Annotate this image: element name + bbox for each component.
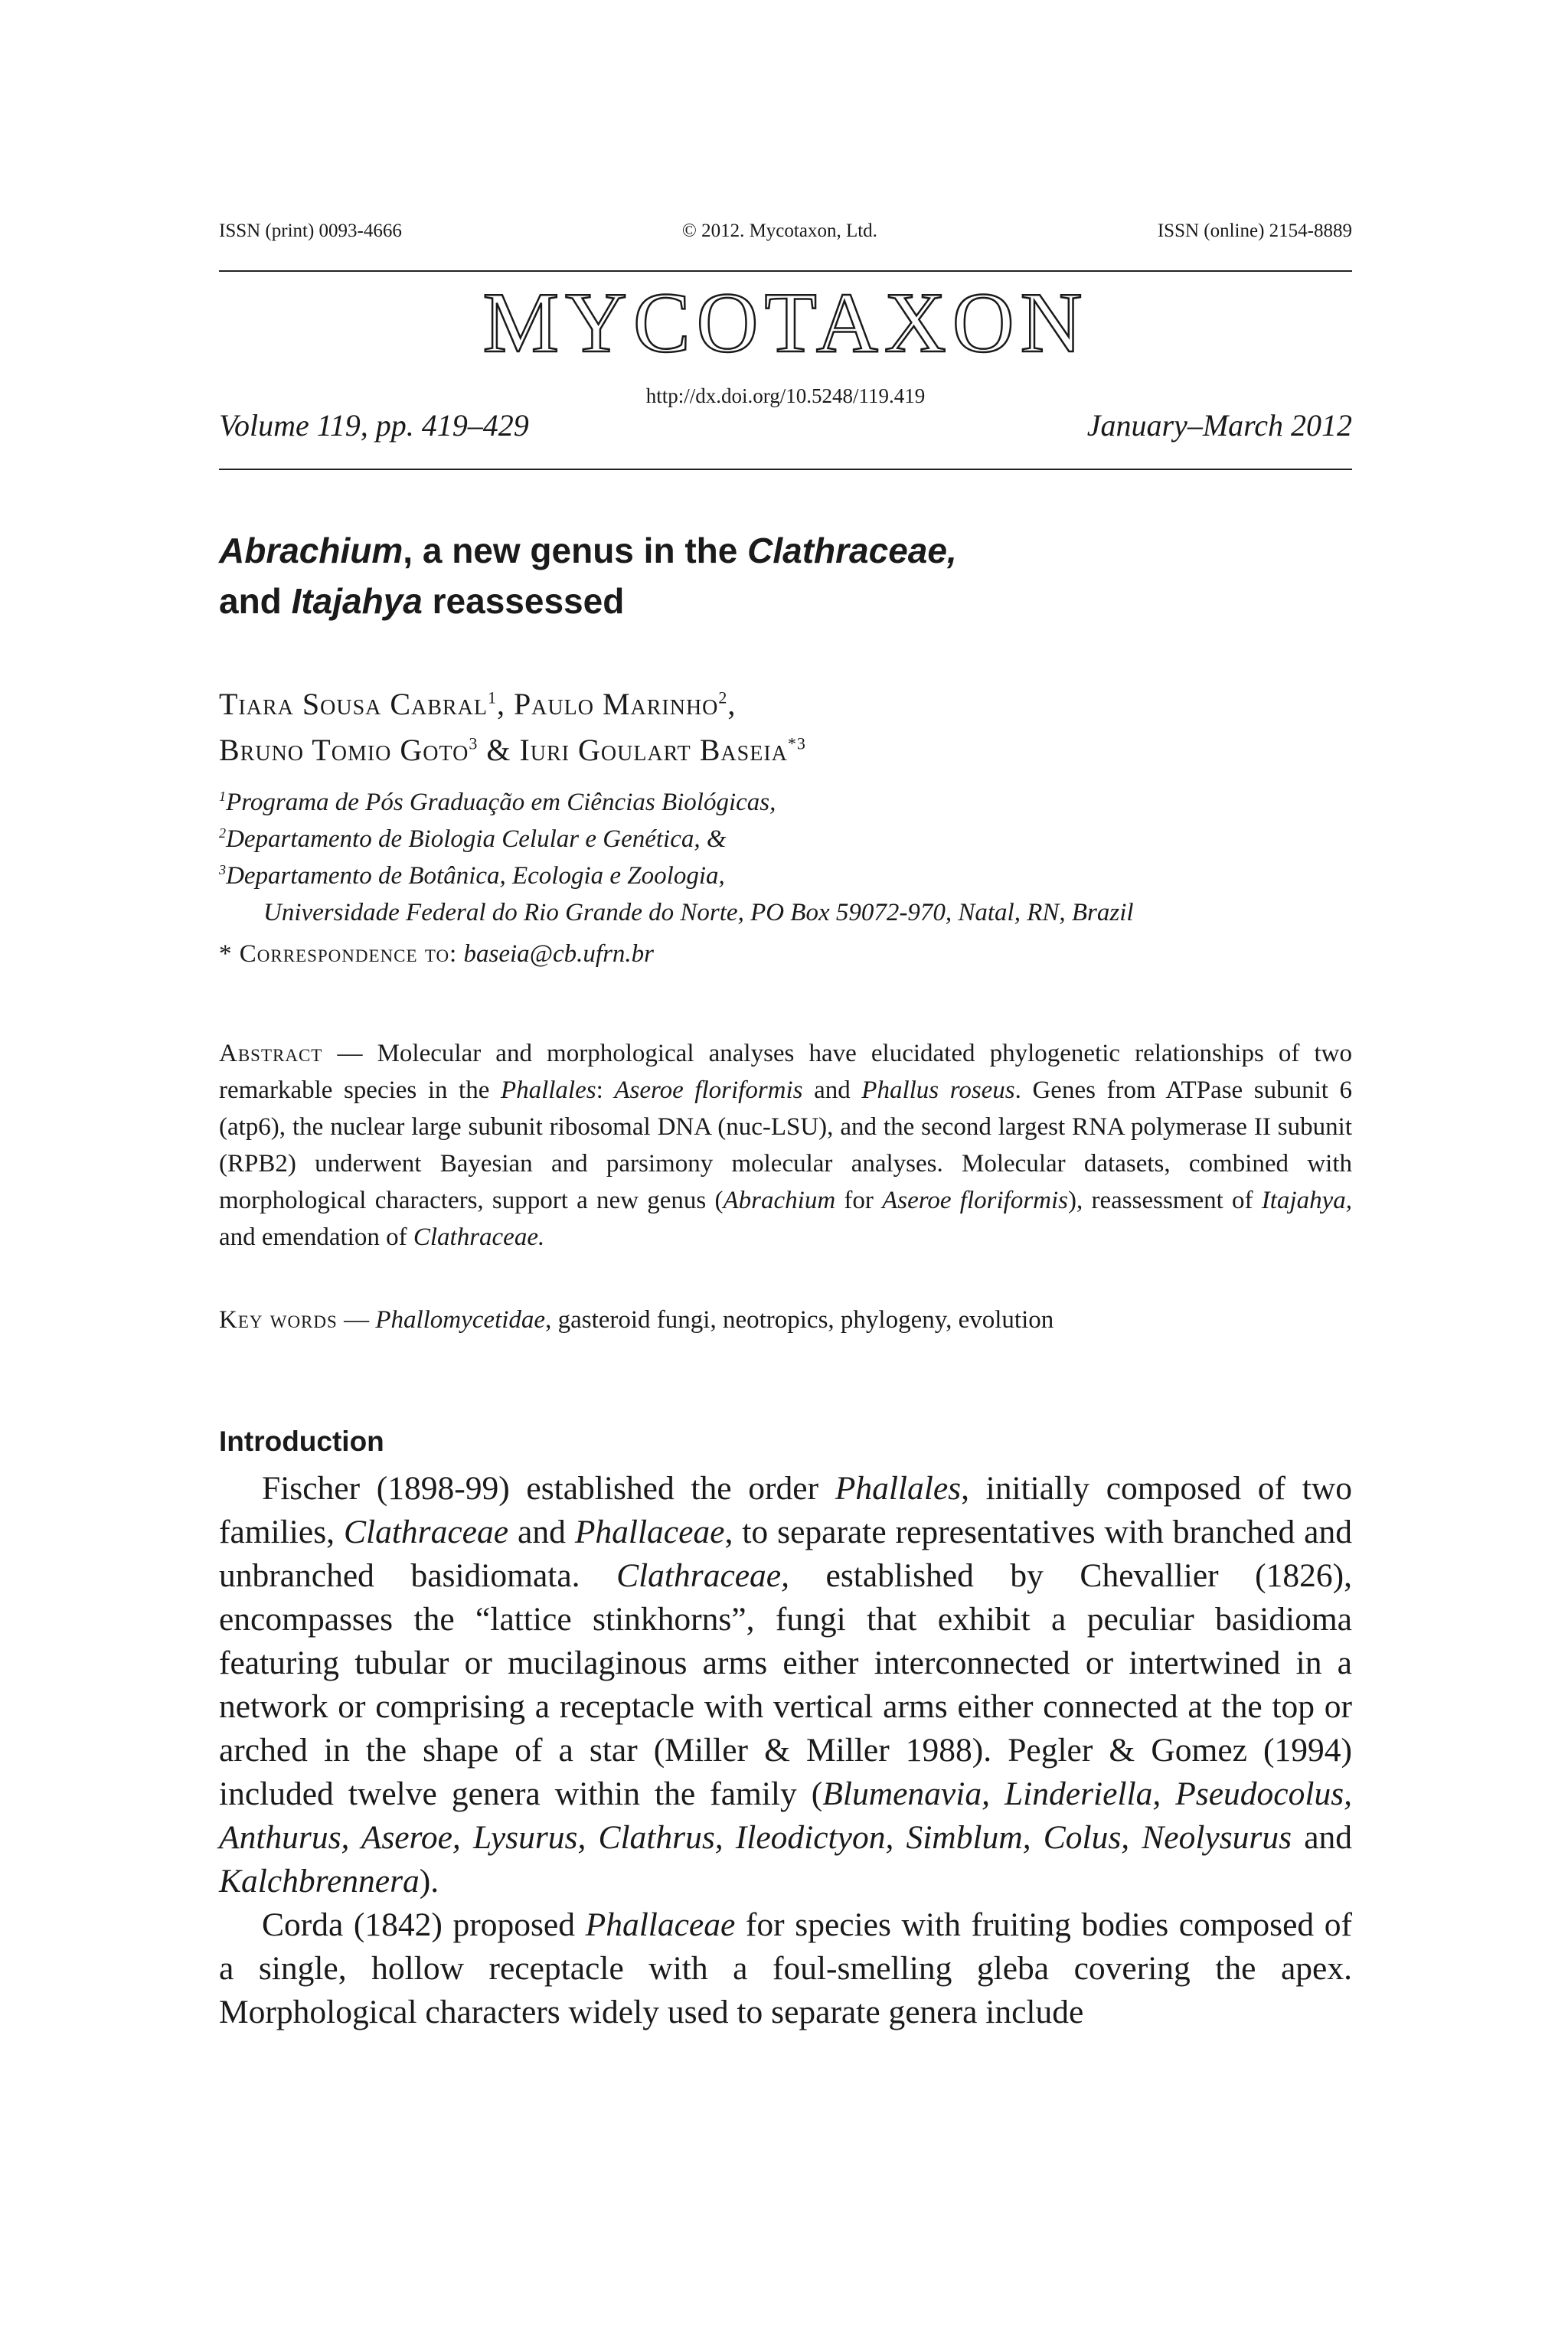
affiliation-1: $^1$Programa de Pós Graduação em Ciências Biológicas, xyxy=(219,789,776,816)
copyright: © 2012. Mycotaxon, Ltd. xyxy=(681,220,877,241)
correspondence-email[interactable]: baseia@cb.ufrn.br xyxy=(463,940,654,968)
author-name: Bruno Tomio Goto xyxy=(219,733,469,767)
introduction-body xyxy=(219,1467,1352,2034)
author-name: Iuri Goulart Baseia xyxy=(519,733,788,767)
author-line-2: Bruno Tomio Goto$^3$ & Iuri Goulart Baseia$^{*3}$ xyxy=(219,733,806,767)
section-heading-introduction: Introduction xyxy=(219,1426,384,1457)
paragraph: Fischer (1898-99) established the order Phallales, initially composed of two families, Clathraceae and Phallaceae, to separate representatives with branched and unbranched basidiomata. Clathraceae, established by Chevallier (1826), encompasses the “lattice stinkhorns”, fungi that exhibit a peculiar basidioma featuring tubular or mucilaginous arms either interconnected or intertwined in a network or comprising a receptacle with vertical arms either connected at the top or arched in the shape of a star (Miller & Miller 1988). Pegler & Gomez (1994) included twelve genera within the family (Blumenavia, Linderiella, Pseudocolus, Anthurus, Aseroe, Lysurus, Clathrus, Ileodictyon, Simblum, Colus, Neolysurus and Kalchbrennera). xyxy=(219,1470,1353,1900)
journal-masthead: MYCOTAXON xyxy=(482,276,1089,371)
affiliations xyxy=(219,784,1352,931)
header-rule-bottom xyxy=(219,469,1352,470)
affiliation-2: $^2$Departamento de Biologia Celular e Genética, & xyxy=(219,825,727,853)
affiliation-3: $^3$Departamento de Botânica, Ecologia e Zoologia, xyxy=(219,862,725,890)
issn-print: ISSN (print) 0093-4666 xyxy=(219,220,402,241)
doi-link[interactable]: http://dx.doi.org/10.5248/119.419 xyxy=(645,384,926,407)
volume-line xyxy=(219,407,1352,443)
issue-date: January–March 2012 xyxy=(1086,408,1352,443)
title-line-1: Abrachium, a new genus in the Clathraceae, xyxy=(219,531,957,570)
abstract-label: Abstract xyxy=(219,1040,323,1067)
affiliation-institution: Universidade Federal do Rio Grande do Norte, PO Box 59072-970, Natal, RN, Brazil xyxy=(263,899,1134,926)
keywords-label: Key words xyxy=(219,1306,338,1334)
header-rule-top xyxy=(219,270,1352,272)
keywords: Key words — Phallomycetidae, gasteroid fungi, neotropics, phylogeny, evolution xyxy=(219,1306,1054,1334)
author-name: Tiara Sousa Cabral xyxy=(219,687,488,721)
author-line-1: Tiara Sousa Cabral$^1$, Paulo Marinho$^2$, xyxy=(219,687,737,721)
author-name: Paulo Marinho xyxy=(513,687,719,721)
volume-pages: Volume 119, pp. 419–429 xyxy=(219,408,529,443)
correspondence-label: * Correspondence to: xyxy=(219,940,458,968)
author-list xyxy=(219,681,1352,773)
abstract: Abstract — Molecular and morphological analyses have elucidated phylogenetic relationships of two remarkable species in the Phallales: Aseroe floriformis and Phallus roseus. Genes from ATPase subunit 6 (atp6), the nuclear large subunit ribosomal DNA (nuc-LSU), and the second largest RNA polymerase II subunit (RPB2) underwent Bayesian and parsimony molecular analyses. Molecular datasets, combined with morphological characters, support a new genus (Abrachium for Aseroe floriformis), reassessment of Itajahya, and emendation of Clathraceae. xyxy=(219,1040,1353,1251)
correspondence xyxy=(219,936,1352,972)
title-line-2: and Itajahya reassessed xyxy=(219,581,625,621)
paragraph: Corda (1842) proposed Phallaceae for species with fruiting bodies composed of a single, hollow receptacle with a foul-smelling gleba covering the apex. Morphological characters widely used to separate genera include xyxy=(219,1906,1352,2030)
journal-info-line xyxy=(219,220,1352,242)
article-title xyxy=(219,525,1352,626)
issn-online: ISSN (online) 2154-8889 xyxy=(1157,220,1352,241)
